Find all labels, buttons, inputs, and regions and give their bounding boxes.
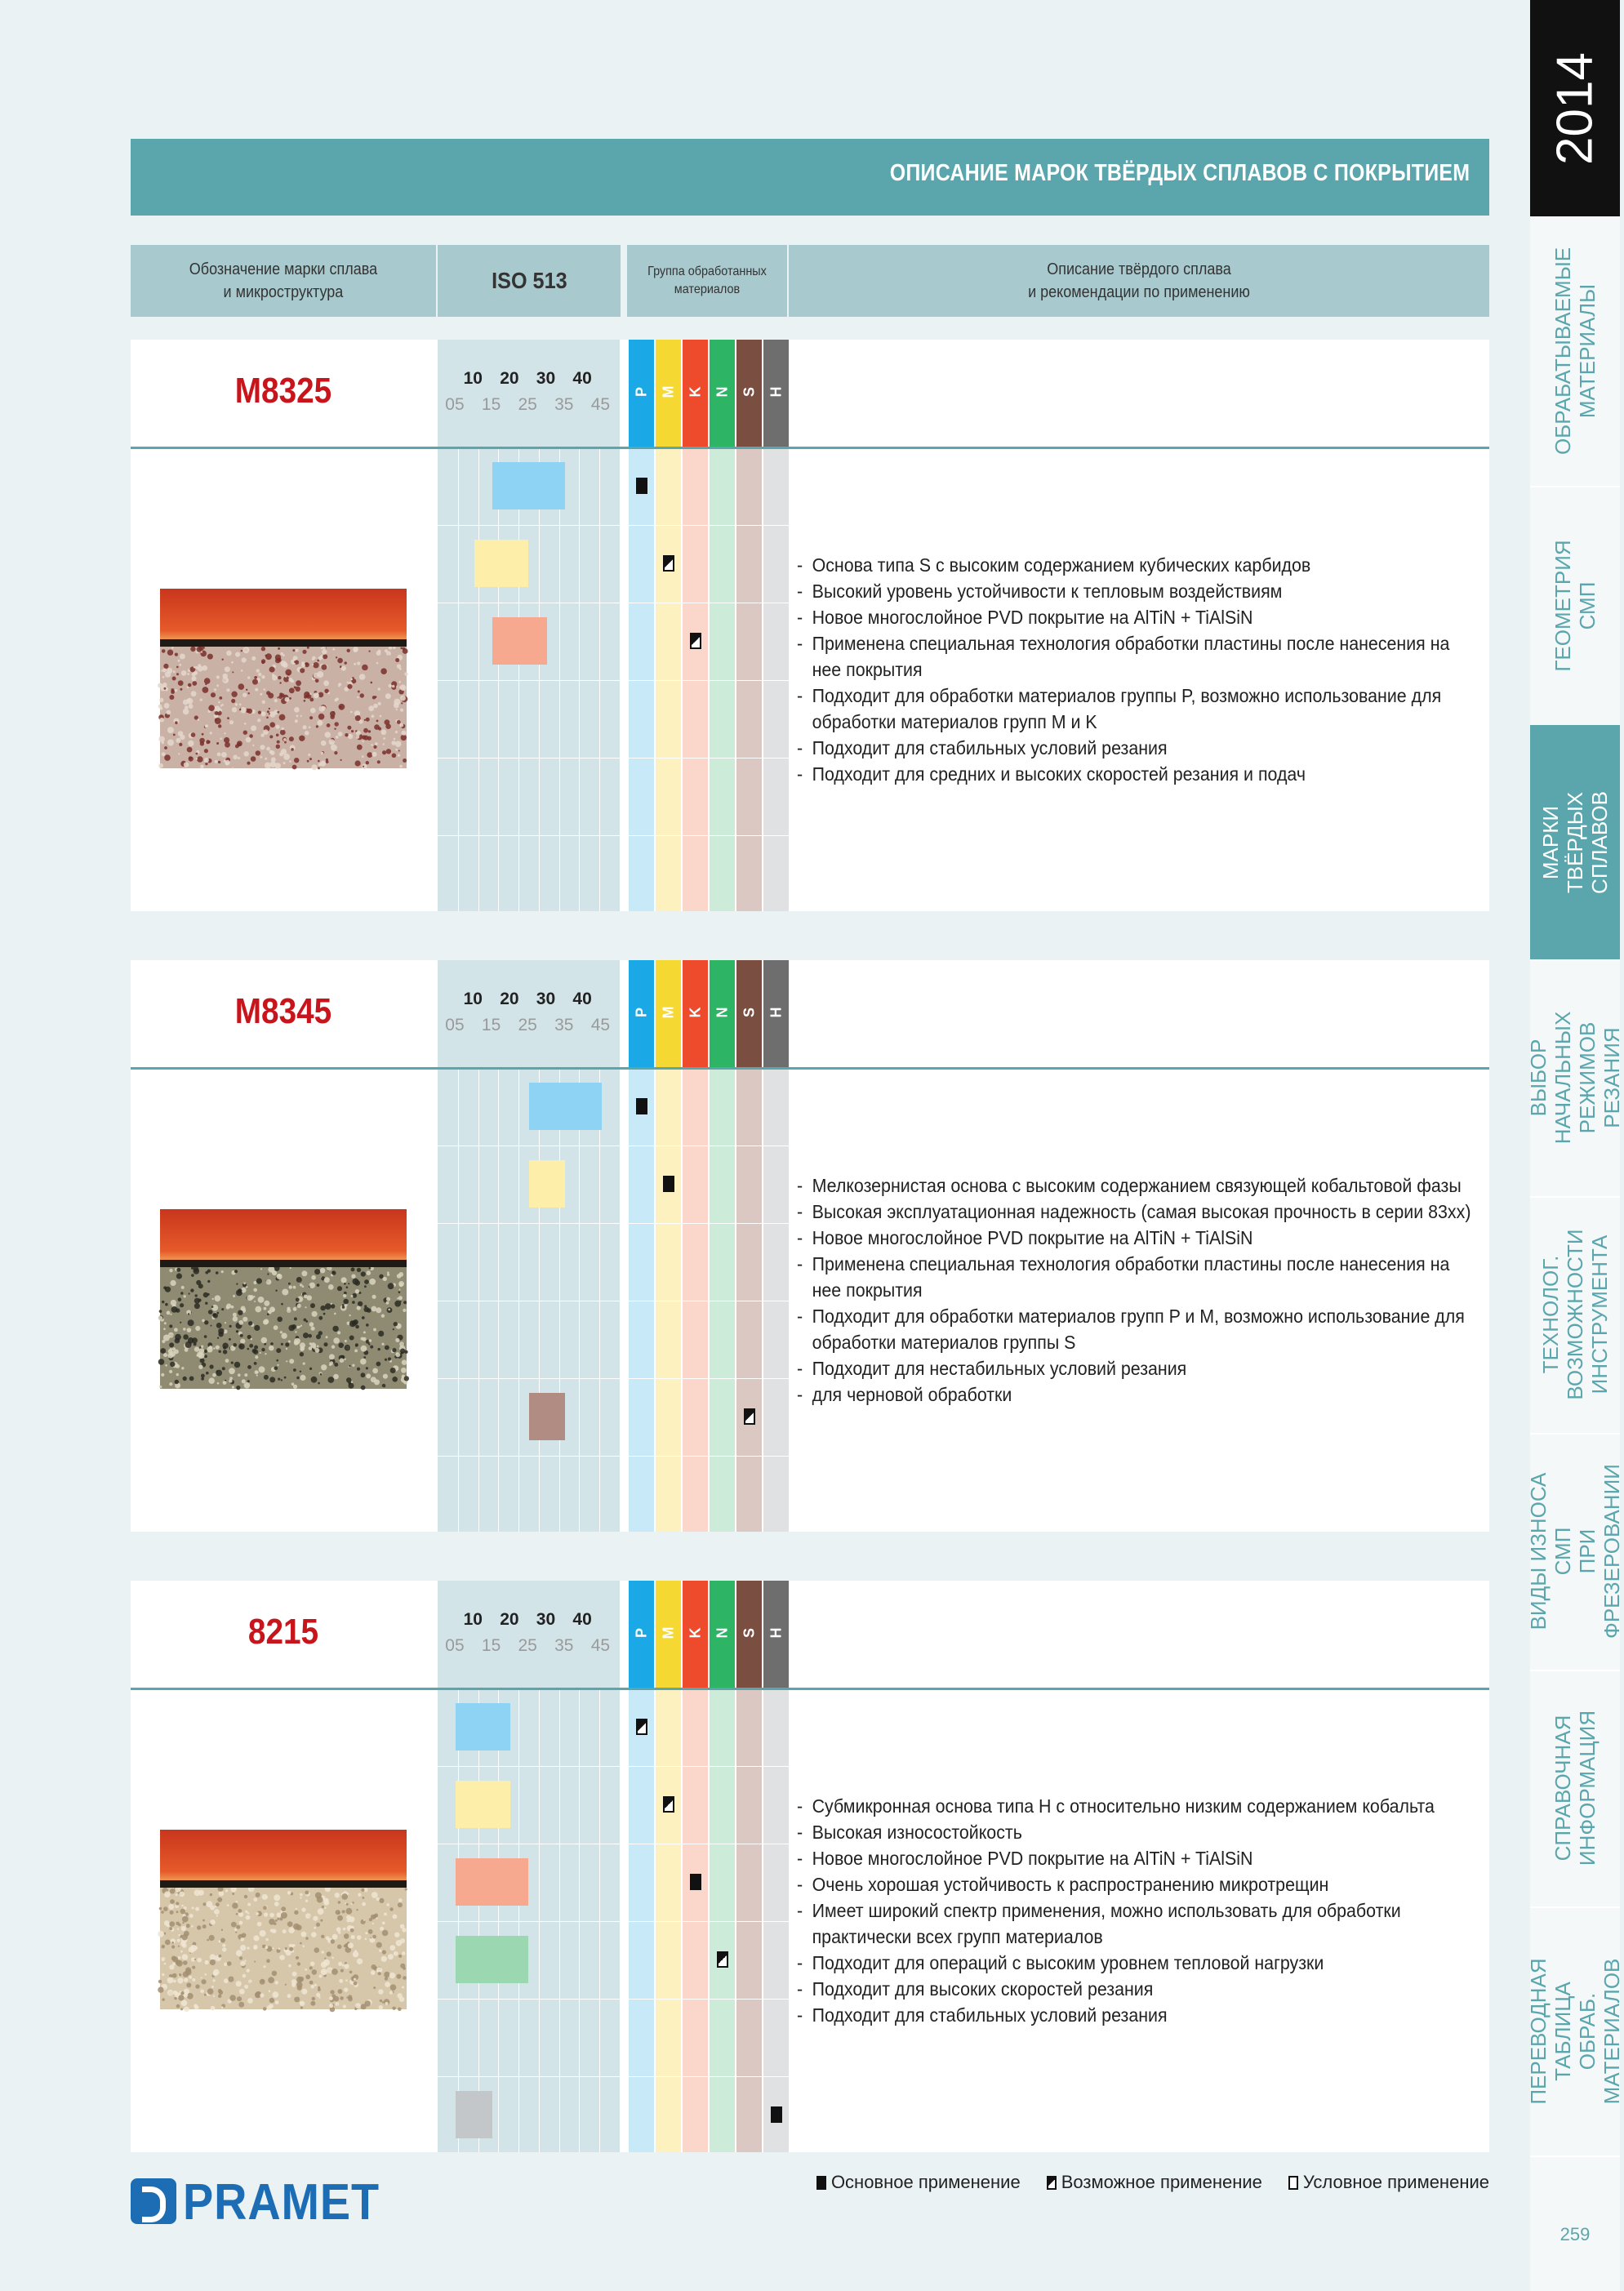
material-header-s	[736, 960, 762, 1068]
year-label: 2014	[1546, 51, 1604, 165]
pramet-logo	[131, 2173, 408, 2231]
legend-conditional	[1288, 2172, 1489, 2193]
material-column-s	[736, 340, 762, 911]
material-header-p	[629, 340, 654, 447]
header-materials	[627, 245, 787, 317]
material-column-s	[736, 960, 762, 1532]
grid-line	[438, 835, 790, 836]
material-header-k	[683, 960, 708, 1068]
description-item: - Новое многослойное PVD покрытие на AlTiN + TiAlSiN	[797, 1845, 1479, 1871]
grid-line	[579, 1068, 580, 1532]
iso-range-bar	[456, 2091, 492, 2138]
iso-scale-label: 35	[554, 1016, 574, 1034]
description-item: - Новое многослойное PVD покрытие на AlTiN + TiAlSiN	[797, 1225, 1479, 1251]
grid-line	[559, 1688, 560, 2152]
main-application-icon	[636, 478, 647, 494]
grid-line	[478, 1068, 479, 1532]
grid-line	[438, 1456, 790, 1457]
description-item: - Новое многослойное PVD покрытие на AlTiN + TiAlSiN	[797, 604, 1479, 630]
sidebar-tab-label: МАРКИ ТВЁРДЫХ СПЛАВОВ	[1538, 790, 1612, 894]
full-square-icon	[816, 2176, 826, 2190]
grade-name: M8345	[234, 991, 332, 1031]
page-title-bar	[131, 139, 1489, 216]
grid-line	[438, 1999, 790, 2000]
header-description-label: Описание твёрдого сплава и рекомендации по применению	[1028, 260, 1250, 301]
iso-range-bar	[456, 1703, 510, 1751]
possible-application-icon	[744, 1408, 755, 1425]
material-letter: H	[768, 1627, 784, 1639]
iso-scale-label: 05	[445, 1016, 465, 1034]
material-letter: N	[714, 386, 730, 398]
iso-range-bar	[456, 1936, 528, 1983]
sidebar-tab[interactable]	[1526, 959, 1624, 1198]
legend-main-label: Основное применение	[830, 2172, 1021, 2192]
material-letter: N	[714, 1627, 730, 1639]
possible-application-icon	[690, 633, 701, 649]
grade-name: 8215	[247, 1612, 319, 1652]
material-header-k	[683, 1581, 708, 1688]
grid-line	[478, 447, 479, 911]
grade-description	[797, 1172, 1471, 1408]
iso-scale-label: 35	[554, 395, 574, 414]
main-application-icon	[690, 1874, 701, 1890]
description-item: - Имеет широкий спектр применения, можно использовать для обработки практически всех групп материалов	[797, 1897, 1479, 1950]
iso-scale-label: 40	[572, 1610, 592, 1629]
grid-line	[438, 1378, 790, 1379]
grid-line	[579, 447, 580, 911]
iso-scale-label: 25	[518, 1636, 537, 1655]
grid-line	[559, 447, 560, 911]
description-item: - Подходит для высоких скоростей резания	[797, 1976, 1479, 2002]
iso-scale	[438, 960, 620, 1532]
iso-scale-label: 15	[481, 1636, 501, 1655]
sidebar-tab[interactable]	[1526, 1433, 1624, 1671]
iso-scale-label: 15	[481, 1016, 501, 1034]
iso-scale-label: 05	[445, 1636, 465, 1655]
grid-line	[539, 447, 540, 911]
header-grade	[131, 245, 436, 317]
material-column-m	[656, 1581, 681, 2152]
iso-scale-label: 35	[554, 1636, 574, 1655]
empty-square-icon	[1288, 2176, 1298, 2190]
iso-scale-label: 45	[590, 395, 611, 414]
legend	[816, 2172, 1489, 2193]
grid-line	[438, 2076, 790, 2077]
grid-line	[438, 680, 790, 681]
grade-block	[131, 340, 1489, 911]
main-application-icon	[636, 1098, 647, 1114]
grid-line	[599, 1688, 600, 2152]
microstructure-image	[160, 1830, 407, 2009]
possible-application-icon	[636, 1719, 647, 1735]
grid-line	[599, 1068, 600, 1532]
material-letter: P	[633, 1627, 649, 1639]
material-letter: N	[714, 1007, 730, 1018]
grid-line	[579, 1688, 580, 2152]
grid-line	[438, 1766, 790, 1767]
material-column-p	[629, 1581, 654, 2152]
iso-scale-label: 30	[536, 1610, 556, 1629]
legend-main	[816, 2172, 1021, 2193]
material-header-s	[736, 340, 762, 447]
page-title: ОПИСАНИЕ МАРОК ТВЁРДЫХ СПЛАВОВ С ПОКРЫТИЕМ	[889, 160, 1470, 186]
grid-line	[438, 525, 790, 526]
description-item: - Применена специальная технология обработки пластины после нанесения на нее покрытия	[797, 630, 1479, 683]
grid-line	[559, 1068, 560, 1532]
half-square-icon	[1047, 2176, 1057, 2190]
grid-line	[518, 447, 519, 911]
header-iso	[438, 245, 621, 317]
grid-line	[539, 1688, 540, 2152]
legend-possible	[1047, 2172, 1262, 2193]
grid-line	[438, 1223, 790, 1224]
material-letter: P	[633, 386, 649, 398]
iso-scale-label: 20	[500, 1610, 519, 1629]
material-column-n	[710, 340, 735, 911]
grid-line	[478, 1688, 479, 2152]
material-letter: M	[660, 385, 676, 398]
material-letter: M	[660, 1626, 676, 1639]
iso-scale-label: 20	[500, 369, 519, 388]
material-column-p	[629, 960, 654, 1532]
grid-line	[518, 1688, 519, 2152]
material-letter: K	[687, 1007, 703, 1018]
year-tab	[1530, 0, 1620, 216]
description-item: - Высокая эксплуатационная надежность (самая высокая прочность в серии 83xx)	[797, 1199, 1479, 1225]
pramet-logo-text: PRAMET	[183, 2174, 380, 2231]
sidebar-tab-label: ПЕРЕВОДНАЯ ТАБЛИЦА ОБРАБ. МАТЕРИАЛОВ	[1526, 1957, 1624, 2105]
grid-line	[498, 1688, 499, 2152]
grid-line	[498, 1068, 499, 1532]
header-separator	[131, 1688, 1489, 1690]
material-letter: H	[768, 386, 784, 398]
header-grade-label: Обозначение марки сплава и микроструктура	[189, 260, 378, 301]
material-header-m	[656, 340, 681, 447]
sidebar-tab-label: ВЫБОР НАЧАЛЬНЫХ РЕЖИМОВ РЕЗАНИЯ	[1526, 1011, 1624, 1145]
grade-name: M8325	[234, 371, 332, 411]
description-item: - Подходит для обработки материалов групп P и M, возможно использование для обработки материалов группы S	[797, 1303, 1479, 1355]
material-header-n	[710, 960, 735, 1068]
iso-scale-label: 30	[536, 369, 556, 388]
header-separator	[131, 1067, 1489, 1070]
description-item: - Основа типа S с высоким содержанием кубических карбидов	[797, 552, 1479, 578]
iso-scale-label: 10	[463, 990, 483, 1008]
material-column-k	[683, 340, 708, 911]
grid-line	[498, 447, 499, 911]
header-separator	[131, 447, 1489, 449]
grid-line	[438, 1921, 790, 1922]
header-description	[789, 245, 1489, 317]
iso-range-bar	[529, 1393, 566, 1440]
description-item: - Подходит для нестабильных условий резания	[797, 1355, 1479, 1381]
sidebar-tab-label: ОБРАБАТЫВАЕМЫЕ МАТЕРИАЛЫ	[1551, 247, 1600, 456]
iso-range-bar	[492, 617, 547, 665]
material-header-h	[763, 960, 789, 1068]
grade-block	[131, 1581, 1489, 2152]
iso-scale-label: 45	[590, 1636, 611, 1655]
main-application-icon	[663, 1176, 674, 1192]
iso-range-bar	[529, 1160, 566, 1208]
iso-range-bar	[456, 1781, 510, 1828]
sidebar-tab-label: ВИДЫ ИЗНОСА СМП ПРИ ФРЕЗЕРОВАНИИ	[1526, 1464, 1624, 1639]
iso-range-bar	[529, 1083, 602, 1130]
microstructure-image	[160, 589, 407, 768]
grade-block	[131, 960, 1489, 1532]
legend-conditional-label: Условное применение	[1302, 2172, 1489, 2192]
sidebar-tab-label: ТЕХНОЛОГ. ВОЗМОЖНОСТИ ИНСТРУМЕНТА	[1538, 1229, 1612, 1400]
sidebar-tab[interactable]	[1530, 1196, 1620, 1435]
material-letter: M	[660, 1006, 676, 1019]
material-column-k	[683, 960, 708, 1532]
iso-scale-label: 20	[500, 990, 519, 1008]
iso-range-bar	[492, 462, 565, 509]
description-item: - Подходит для обработки материалов группы P, возможно использование для обработки материалов групп M и K	[797, 683, 1479, 735]
description-item: - Высокая износостойкость	[797, 1819, 1479, 1845]
description-item: - Применена специальная технология обработки пластины после нанесения на нее покрытия	[797, 1251, 1479, 1303]
sidebar-tab[interactable]	[1530, 486, 1620, 727]
pramet-logo-icon	[131, 2178, 176, 2224]
material-letter: H	[768, 1007, 784, 1018]
description-item: - Подходит для средних и высоких скоростей резания и подач	[797, 761, 1479, 787]
sidebar-tab[interactable]	[1530, 725, 1620, 961]
iso-range-bar	[456, 1858, 528, 1906]
grid-line	[458, 447, 459, 911]
sidebar-tab[interactable]	[1526, 1906, 1624, 2157]
grade-description	[797, 1793, 1466, 2028]
material-column-s	[736, 1581, 762, 2152]
material-column-k	[683, 1581, 708, 2152]
material-letter: S	[741, 386, 757, 398]
material-letter: S	[741, 1627, 757, 1639]
microstructure-image	[160, 1209, 407, 1389]
material-header-h	[763, 340, 789, 447]
grid-line	[458, 1068, 459, 1532]
material-letter: K	[687, 386, 703, 398]
material-header-m	[656, 1581, 681, 1688]
material-column-n	[710, 1581, 735, 2152]
material-letter: S	[741, 1007, 757, 1018]
grid-line	[539, 1068, 540, 1532]
iso-scale-label: 05	[445, 395, 465, 414]
legend-possible-label: Возможное применение	[1061, 2172, 1262, 2192]
description-item: - Субмикронная основа типа H с относительно низким содержанием кобальта	[797, 1793, 1479, 1819]
sidebar-tab-label: ГЕОМЕТРИЯ СМП	[1551, 539, 1600, 672]
grid-line	[599, 447, 600, 911]
sidebar-tab-label: СПРАВОЧНАЯ ИНФОРМАЦИЯ	[1551, 1710, 1600, 1866]
material-column-p	[629, 340, 654, 911]
header-iso-label: ISO 513	[491, 268, 567, 293]
iso-scale-label: 40	[572, 369, 592, 388]
description-item: - для черновой обработки	[797, 1381, 1479, 1408]
sidebar-tab[interactable]	[1530, 1670, 1620, 1908]
material-column-h	[763, 960, 789, 1532]
iso-scale-label: 40	[572, 990, 592, 1008]
header-materials-label: Группа обработанных материалов	[647, 265, 767, 296]
page-number: 259	[1559, 2224, 1591, 2244]
material-column-m	[656, 340, 681, 911]
description-item: - Мелкозернистая основа с высоким содержанием связующей кобальтовой фазы	[797, 1172, 1479, 1199]
material-column-m	[656, 960, 681, 1532]
iso-scale-label: 10	[463, 369, 483, 388]
iso-scale-label: 10	[463, 1610, 483, 1629]
material-header-m	[656, 960, 681, 1068]
possible-application-icon	[663, 555, 674, 572]
material-header-k	[683, 340, 708, 447]
description-item: - Высокий уровень устойчивости к тепловым воздействиям	[797, 578, 1479, 604]
material-header-n	[710, 1581, 735, 1688]
material-column-h	[763, 340, 789, 911]
main-application-icon	[771, 2106, 782, 2123]
grid-line	[458, 1688, 459, 2152]
grade-description	[797, 552, 1466, 787]
iso-scale-label: 30	[536, 990, 556, 1008]
material-header-h	[763, 1581, 789, 1688]
description-item: - Подходит для операций с высоким уровнем тепловой нагрузки	[797, 1950, 1479, 1976]
material-header-s	[736, 1581, 762, 1688]
material-header-p	[629, 1581, 654, 1688]
material-column-h	[763, 1581, 789, 2152]
iso-range-bar	[474, 540, 529, 587]
grid-line	[518, 1068, 519, 1532]
material-header-n	[710, 340, 735, 447]
iso-scale-label: 15	[481, 395, 501, 414]
possible-application-icon	[717, 1951, 728, 1968]
description-item: - Подходит для стабильных условий резания	[797, 735, 1479, 761]
material-letter: P	[633, 1007, 649, 1018]
iso-scale-label: 25	[518, 395, 537, 414]
description-item: - Подходит для стабильных условий резания	[797, 2002, 1479, 2028]
iso-scale-label: 25	[518, 1016, 537, 1034]
material-column-n	[710, 960, 735, 1532]
iso-scale-label: 45	[590, 1016, 611, 1034]
possible-application-icon	[663, 1796, 674, 1813]
description-item: - Очень хорошая устойчивость к распространению микротрещин	[797, 1871, 1479, 1897]
material-letter: K	[687, 1627, 703, 1639]
sidebar-tab[interactable]	[1530, 216, 1620, 487]
material-header-p	[629, 960, 654, 1068]
